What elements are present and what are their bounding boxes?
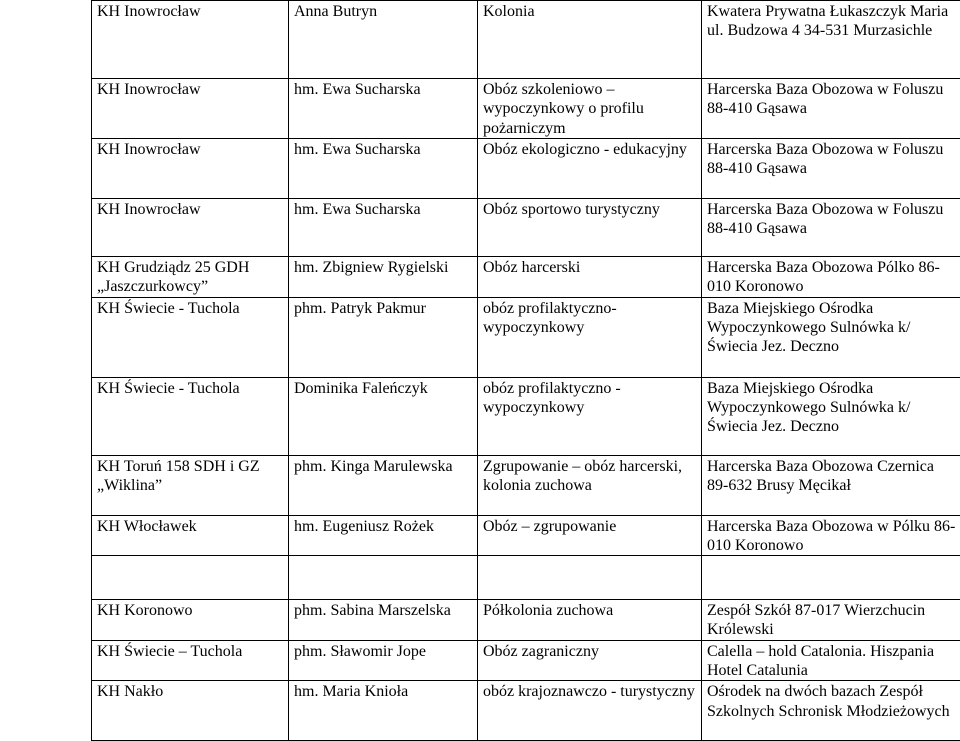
- table-row: [92, 79, 960, 139]
- leader-cell: phm. Kinga Marulewska: [289, 455, 478, 515]
- unit-cell: KH Świecie - Tuchola: [92, 377, 289, 455]
- type-cell: Obóz ekologiczno - edukacyjny: [478, 139, 702, 199]
- table-row: [92, 1, 960, 79]
- leader-cell: hm. Ewa Sucharska: [289, 79, 478, 139]
- place-cell: Kwatera Prywatna Łukaszczyk Maria ul. Budzowa 4 34-531 Murzasichle: [702, 1, 960, 79]
- place-cell: Harcerska Baza Obozowa w Foluszu 88-410 Gąsawa: [702, 139, 960, 199]
- leader-cell: hm. Ewa Sucharska: [289, 199, 478, 257]
- table-row: [92, 640, 960, 681]
- leader-cell: hm. Zbigniew Rygielski: [289, 257, 478, 298]
- unit-cell: KH Inowrocław: [92, 139, 289, 199]
- empty-cell: [478, 556, 702, 600]
- unit-cell: KH Koronowo: [92, 600, 289, 641]
- place-cell: Ośrodek na dwóch bazach Zespół Szkolnych Schronisk Młodzieżowych: [702, 681, 960, 741]
- unit-cell: KH Włocławek: [92, 515, 289, 556]
- table-row: [92, 377, 960, 455]
- table-row-empty: [92, 556, 960, 600]
- type-cell: Obóz – zgrupowanie: [478, 515, 702, 556]
- place-cell: Harcerska Baza Obozowa Czernica 89-632 Brusy Męcikał: [702, 455, 960, 515]
- leader-cell: hm. Eugeniusz Rożek: [289, 515, 478, 556]
- unit-cell: KH Świecie - Tuchola: [92, 297, 289, 377]
- table-row: [92, 199, 960, 257]
- table-row: [92, 139, 960, 199]
- place-cell: Harcerska Baza Obozowa w Foluszu 88-410 Gąsawa: [702, 79, 960, 139]
- place-cell: Harcerska Baza Obozowa w Foluszu 88-410 Gąsawa: [702, 199, 960, 257]
- type-cell: obóz profilaktyczno - wypoczynkowy: [478, 377, 702, 455]
- table-row: [92, 515, 960, 556]
- unit-cell: KH Grudziądz 25 GDH „Jaszczurkowcy”: [92, 257, 289, 298]
- type-cell: Obóz szkoleniowo – wypoczynkowy o profilu pożarniczym: [478, 79, 702, 139]
- type-cell: obóz profilaktyczno-wypoczynkowy: [478, 297, 702, 377]
- type-cell: Obóz zagraniczny: [478, 640, 702, 681]
- type-cell: Obóz sportowo turystyczny: [478, 199, 702, 257]
- type-cell: Półkolonia zuchowa: [478, 600, 702, 641]
- unit-cell: KH Inowrocław: [92, 199, 289, 257]
- leader-cell: Dominika Faleńczyk: [289, 377, 478, 455]
- type-cell: Kolonia: [478, 1, 702, 79]
- unit-cell: KH Nakło: [92, 681, 289, 741]
- unit-cell: KH Inowrocław: [92, 79, 289, 139]
- camps-table: [91, 0, 960, 741]
- leader-cell: phm. Patryk Pakmur: [289, 297, 478, 377]
- table-row: [92, 600, 960, 641]
- table-row: [92, 297, 960, 377]
- empty-cell: [702, 556, 960, 600]
- empty-cell: [289, 556, 478, 600]
- unit-cell: KH Toruń 158 SDH i GZ „Wiklina”: [92, 455, 289, 515]
- leader-cell: Anna Butryn: [289, 1, 478, 79]
- type-cell: obóz krajoznawczo - turystyczny: [478, 681, 702, 741]
- leader-cell: hm. Ewa Sucharska: [289, 139, 478, 199]
- leader-cell: phm. Sławomir Jope: [289, 640, 478, 681]
- table-row: [92, 681, 960, 741]
- table-row: [92, 455, 960, 515]
- place-cell: Baza Miejskiego Ośrodka Wypoczynkowego Sulnówka k/ Świecia Jez. Deczno: [702, 297, 960, 377]
- type-cell: Obóz harcerski: [478, 257, 702, 298]
- table-row: [92, 257, 960, 298]
- leader-cell: phm. Sabina Marszelska: [289, 600, 478, 641]
- place-cell: Baza Miejskiego Ośrodka Wypoczynkowego Sulnówka k/ Świecia Jez. Deczno: [702, 377, 960, 455]
- place-cell: Calella – hold Catalonia. Hiszpania Hotel Catalunia: [702, 640, 960, 681]
- unit-cell: KH Świecie – Tuchola: [92, 640, 289, 681]
- leader-cell: hm. Maria Knioła: [289, 681, 478, 741]
- type-cell: Zgrupowanie – obóz harcerski, kolonia zuchowa: [478, 455, 702, 515]
- place-cell: Harcerska Baza Obozowa Pólko 86-010 Koronowo: [702, 257, 960, 298]
- place-cell: Harcerska Baza Obozowa w Pólku 86-010 Koronowo: [702, 515, 960, 556]
- place-cell: Zespół Szkół 87-017 Wierzchucin Królewski: [702, 600, 960, 641]
- empty-cell: [92, 556, 289, 600]
- unit-cell: KH Inowrocław: [92, 1, 289, 79]
